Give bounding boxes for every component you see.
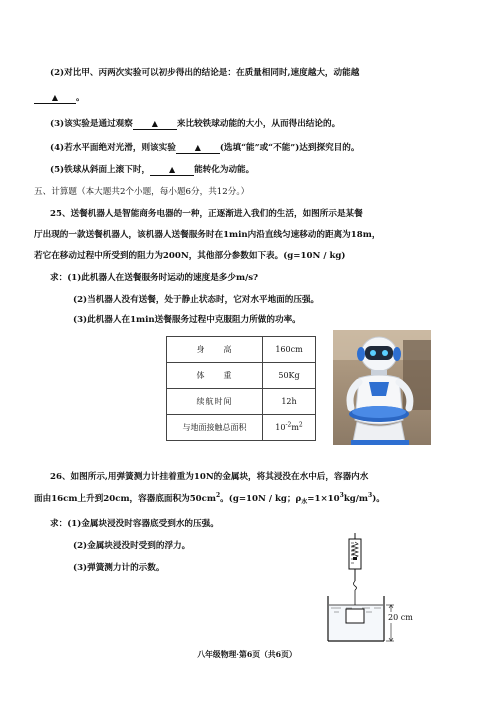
q24-part5-before: (5)铁球从斜面上滚下时， [50,165,151,175]
exponent: 3 [368,492,373,500]
q24-part5-after: 能转化为动能。 [194,165,255,175]
q24-part4-before: (4)若水平面绝对光滑，则该实验 [50,143,176,153]
answer-blank[interactable]: ▲ [150,163,194,176]
q24-part4-line [50,141,359,154]
param-name: 续航时间 [167,389,263,415]
q25-line1: 25、送餐机器人是智能商务电器的一种，正逐渐进入我们的生活，如图所示是某餐 [50,209,363,219]
spring-scale-figure [322,533,432,655]
q26-line2-text: )。 [372,494,385,504]
q26-line2-text: =1×10 [307,494,340,504]
q25-ask1: 求：(1)此机器人在送餐服务时运动的速度是多少m/s? [50,273,259,283]
table-row [167,389,316,415]
param-name: 身 高 [167,337,263,363]
q26-ask2: (2)金属块浸没时受到的浮力。 [73,541,191,551]
q25-line3: 若它在移动过程中所受到的阻力为200N，其他部分参数如下表。(g=10N / kg) [34,251,346,261]
q24-part3-line [50,117,340,130]
unit-exponent: 2 [298,421,303,429]
param-value [263,415,316,441]
answer-blank[interactable]: ▲ [176,141,220,154]
robot-photo [333,330,431,445]
q26-line1: 26、如图所示,用弹簧测力计挂着重为10N的金属块，将其浸没在水中后，容器内水 [50,472,369,482]
param-value: 160cm [263,337,316,363]
q24-part2-text: (2)对比甲、丙两次实验可以初步得出的结论是：在质量相同时,速度越大，动能越 [50,68,360,78]
param-value: 12h [263,389,316,415]
q24-part5-line [50,163,254,176]
subscript: 水 [301,498,308,506]
value-base: 10 [275,423,286,432]
robot-parameter-table [166,336,316,441]
q26-ask1: 求：(1)金属块浸没时容器底受到水的压强。 [50,519,219,529]
param-name: 体 重 [167,363,263,389]
q24-part4-after: (选填“能”或“不能”)达到探究目的。 [219,143,360,153]
water-depth-label: 20 cm [388,613,413,622]
q24-part2-answer [34,91,85,104]
q26-line2-text: 面由16cm上升到20cm，容器底面积为50cm [34,494,216,504]
q24-part2-line [50,67,359,79]
table-row [167,337,316,363]
q25-ask2: (2)当机器人没有送餐，处于静止状态时，它对水平地面的压强。 [73,295,320,305]
param-name: 与地面接触总面积 [167,415,263,441]
table-row [167,363,316,389]
q24-part3-after: 来比较铁球动能的大小，从而得出结论的。 [176,119,341,129]
q26-line2 [34,493,385,505]
exponent: 2 [215,492,221,500]
section-heading: 五、计算题（本大题共2个小题，每小题6分，共12分。） [34,187,250,197]
exponent: 3 [339,492,344,500]
q24-part3-before: (3)该实验是通过观察 [50,119,133,129]
value-exponent: -2 [285,421,292,429]
table-row [167,415,316,441]
answer-blank[interactable]: ▲ [133,117,177,130]
value-unit: m [291,423,299,432]
param-value: 50Kg [263,363,316,389]
q25-line2: 厅出现的一款送餐机器人，该机器人送餐服务时在1min内沿直线匀速移动的距离为18m， [34,230,381,240]
q26-line2-text: kg/m [343,494,369,504]
q26-ask3: (3)弹簧测力计的示数。 [73,563,165,573]
punctuation: 。 [76,93,85,103]
q25-ask3: (3)此机器人在1min送餐服务过程中克服阻力所做的功率。 [73,315,301,325]
page-footer: 八年级物理·第6页（共6页） [197,650,297,659]
answer-blank[interactable]: ▲ [34,91,76,104]
q26-line2-text: 。(g=10N / kg；ρ [220,494,302,504]
